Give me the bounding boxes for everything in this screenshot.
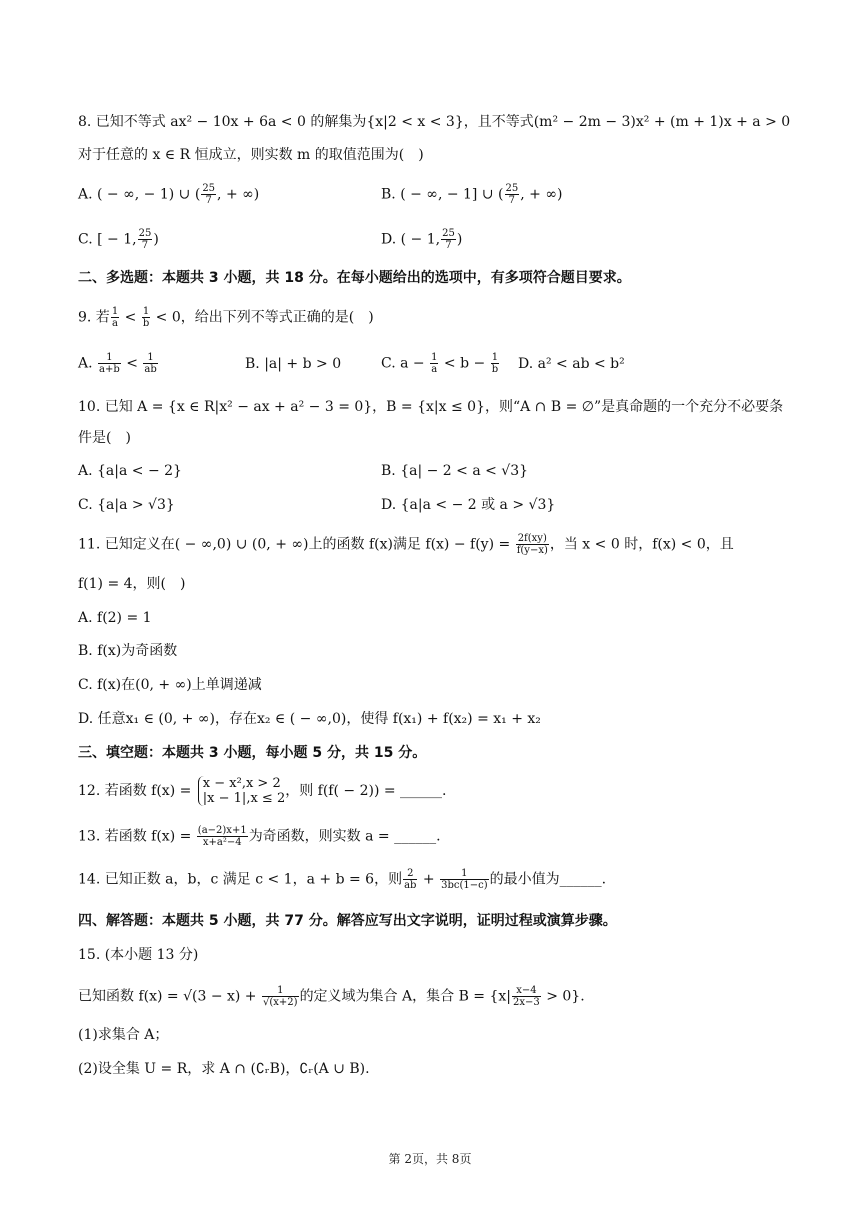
q8-option-a[interactable]: A. ( − ∞, − 1) ∪ ( $\frac{25}{7}$ , + ∞)	[78, 183, 260, 206]
fraction: $\frac{25}{7}$	[505, 183, 519, 206]
q10-line2: 件是( )	[78, 430, 131, 446]
q10-option-c[interactable]: C. {a|a > √3}	[78, 497, 175, 513]
q10-option-b[interactable]: B. {a| − 2 < a < √3}	[381, 463, 529, 479]
q11-option-d[interactable]: D. 任意x₁ ∈ (0, + ∞)，存在x₂ ∈ ( − ∞,0)，使得 f(x₁) + f(x₂) = x₁ + x₂	[78, 711, 541, 727]
q8-option-d[interactable]: D. ( − 1, $\frac{25}{7}$ )	[381, 228, 463, 251]
section-4-heading: 四、解答题：本题共 5 小题，共 77 分。解答应写出文字说明，证明过程或演算步骤。	[78, 913, 617, 929]
q15-stem: 已知函数 f(x) = √(3 − x) + $\frac{1}{√(x+2)}$ 的定义域为集合 A，集合 B = {x| $\frac{x-4}{2x-3}$ > 0}.	[78, 985, 585, 1008]
page-number: 第 2页，共 8页	[388, 1152, 472, 1166]
q10-line1: 10. 已知 A = {x ∈ R|x² − ax + a² − 3 = 0}，B = {x|x ≤ 0}，则“A ∩ B = ∅”是真命题的一个充分不必要条	[78, 399, 784, 415]
q11-line1: 11. 已知定义在( − ∞,0) ∪ (0, + ∞)上的函数 f(x)满足 f(x) − f(y) = $\frac{2f(xy)}{f(y-x)}$ ，当 x < 0 时，f(x) < 0，且	[78, 533, 734, 556]
q15-part2: (2)设全集 U = R，求 A ∩ (∁ᵣB)，∁ᵣ(A ∪ B).	[78, 1061, 370, 1077]
q11-option-b[interactable]: B. f(x)为奇函数	[78, 643, 178, 659]
q9-stem: 9. 若 $\frac{1}{a}$ < $\frac{1}{b}$ < 0，给出下列不等式正确的是( )	[78, 306, 374, 329]
q11-option-c[interactable]: C. f(x)在(0, + ∞)上单调递减	[78, 677, 262, 693]
section-2-heading: 二、多选题：本题共 3 小题，共 18 分。在每小题给出的选项中，有多项符合题目要求。	[78, 270, 631, 286]
q9-option-b[interactable]: B. |a| + b > 0	[245, 356, 342, 372]
q12-stem: 12. 若函数 f(x) = x − x²,x > 2 |x − 1|,x ≤ 2 ，则 f(f( − 2)) = ______.	[78, 776, 447, 806]
fraction: $\frac{25}{7}$	[442, 228, 455, 251]
q14-stem: 14. 已知正数 a，b，c 满足 c < 1，a + b = 6，则 $\frac{2}{ab}$ + $\frac{1}{3bc(1-c)}$ 的最小值为______.	[78, 868, 607, 891]
q10-option-d[interactable]: D. {a|a < − 2 或 a > √3}	[381, 497, 556, 513]
q15-part1: (1)求集合 A；	[78, 1027, 169, 1043]
q13-stem: 13. 若函数 f(x) = $\frac{(a-2)x+1}{\text{x+a²−4}}$ 为奇函数，则实数 a = ______.	[78, 825, 441, 848]
q9-option-c[interactable]: C. a − $\frac{1}{a}$ < b − $\frac{1}{b}$	[381, 352, 499, 375]
q15-heading: 15. (本小题 13 分)	[78, 947, 199, 963]
fraction: $\frac{25}{7}$	[202, 183, 216, 206]
q8-line1: 8. 已知不等式 ax² − 10x + 6a < 0 的解集为{x|2 < x < 3}，且不等式(m² − 2m − 3)x² + (m + 1)x + a > 0	[78, 114, 791, 130]
q8-line2: 对于任意的 x ∈ R 恒成立，则实数 m 的取值范围为( )	[78, 147, 424, 163]
q9-option-a[interactable]: A. $\frac{1}{a+b}$ < $\frac{1}{ab}$	[78, 352, 157, 375]
q10-option-a[interactable]: A. {a|a < − 2}	[78, 463, 182, 479]
piecewise-brace: x − x²,x > 2 |x − 1|,x ≤ 2	[198, 776, 285, 806]
section-3-heading: 三、填空题：本题共 3 小题，每小题 5 分，共 15 分。	[78, 745, 427, 761]
q11-option-a[interactable]: A. f(2) = 1	[78, 610, 152, 626]
q8-option-b[interactable]: B. ( − ∞, − 1] ∪ ( $\frac{25}{7}$ , + ∞)	[381, 183, 563, 206]
q9-option-d[interactable]: D. a² < ab < b²	[518, 356, 625, 372]
fraction: $\frac{25}{7}$	[138, 228, 152, 251]
q8-option-c[interactable]: C. [ − 1, $\frac{25}{7}$ )	[78, 228, 159, 251]
q11-line2: f(1) = 4，则( )	[78, 576, 186, 592]
